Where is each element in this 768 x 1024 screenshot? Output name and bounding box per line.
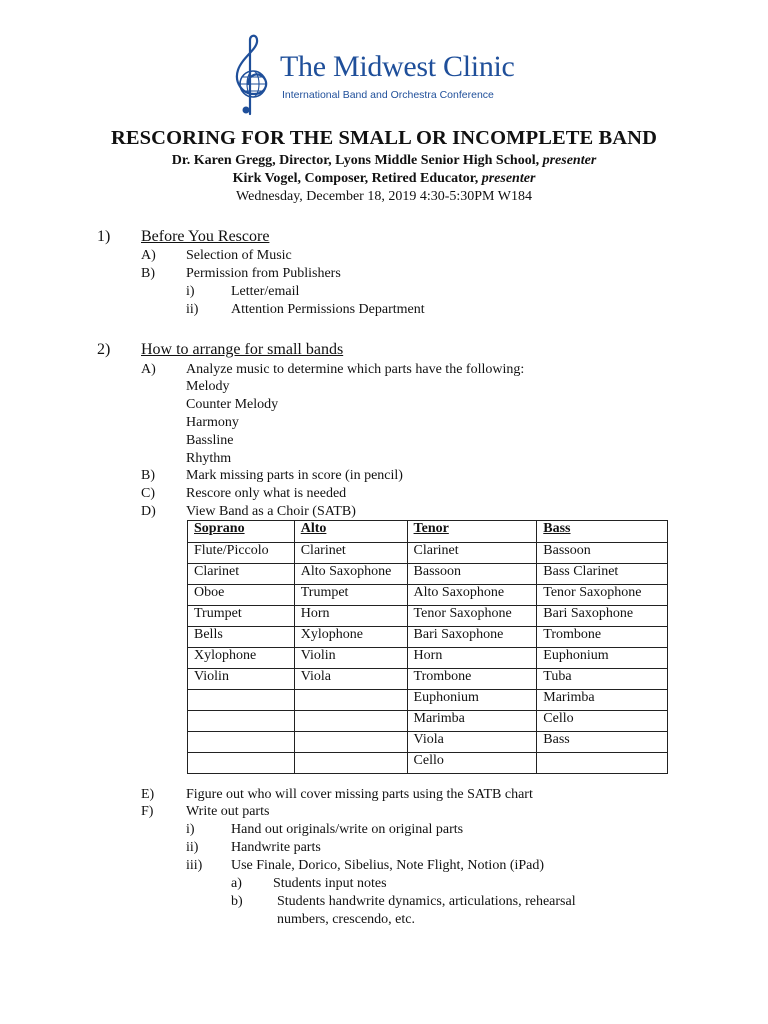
table-cell: Viola <box>294 669 407 690</box>
list-marker: ii) <box>186 840 199 855</box>
table-cell: Clarinet <box>407 543 537 564</box>
list-marker: F) <box>141 804 154 819</box>
table-cell: Bells <box>188 627 295 648</box>
table-cell: Clarinet <box>294 543 407 564</box>
analyze-item: Harmony <box>186 415 239 430</box>
section-2-heading: How to arrange for small bands <box>141 341 344 358</box>
table-row <box>188 690 668 711</box>
session-date: Wednesday, December 18, 2019 4:30-5:30PM W184 <box>236 189 532 204</box>
list-item: Write out parts <box>186 804 270 819</box>
column-header-tenor: Tenor <box>407 521 537 543</box>
table-cell: Euphonium <box>537 648 668 669</box>
list-marker: b) <box>231 894 243 909</box>
list-item: View Band as a Choir (SATB) <box>186 504 356 519</box>
table-row <box>188 711 668 732</box>
table-cell <box>188 753 295 774</box>
table-cell: Trombone <box>537 627 668 648</box>
column-header-soprano: Soprano <box>188 521 295 543</box>
logo-subtitle: International Band and Orchestra Conference <box>282 89 494 101</box>
list-marker: A) <box>141 248 156 263</box>
table-cell <box>294 753 407 774</box>
table-cell <box>188 690 295 711</box>
table-cell: Marimba <box>407 711 537 732</box>
list-marker: a) <box>231 876 242 891</box>
list-marker: A) <box>141 362 156 377</box>
list-item: Use Finale, Dorico, Sibelius, Note Flight, Notion (iPad) <box>231 858 545 873</box>
table-cell: Cello <box>407 753 537 774</box>
table-row <box>188 669 668 690</box>
table-cell: Alto Saxophone <box>407 585 537 606</box>
table-cell: Cello <box>537 711 668 732</box>
table-row <box>188 732 668 753</box>
table-header-row <box>188 521 668 543</box>
table-cell: Euphonium <box>407 690 537 711</box>
analyze-item: Counter Melody <box>186 397 279 412</box>
table-cell: Marimba <box>537 690 668 711</box>
presenter-2-role: presenter <box>481 171 536 186</box>
list-item: Permission from Publishers <box>186 266 341 281</box>
table-cell: Violin <box>188 669 295 690</box>
list-marker: C) <box>141 486 155 501</box>
list-item: Students input notes <box>273 876 387 891</box>
section-1-number: 1) <box>97 228 111 245</box>
table-cell: Tenor Saxophone <box>537 585 668 606</box>
table-row <box>188 753 668 774</box>
table-row <box>188 564 668 585</box>
list-marker: i) <box>186 284 195 299</box>
list-item: Handwrite parts <box>231 840 321 855</box>
table-row <box>188 627 668 648</box>
table-cell: Horn <box>407 648 537 669</box>
list-item: Letter/email <box>231 284 300 299</box>
column-header-bass: Bass <box>537 521 668 543</box>
list-item: Attention Permissions Department <box>231 302 425 317</box>
presenter-1-name: Dr. Karen Gregg, Director, Lyons Middle Senior High School, <box>171 153 540 168</box>
table-row <box>188 543 668 564</box>
section-2-number: 2) <box>97 341 111 358</box>
presenter-line-2 <box>0 171 768 187</box>
table-cell <box>188 732 295 753</box>
table-cell <box>294 711 407 732</box>
list-item: Analyze music to determine which parts have the following: <box>186 362 525 377</box>
table-cell: Bassoon <box>407 564 537 585</box>
table-cell: Bass <box>537 732 668 753</box>
list-marker: ii) <box>186 302 199 317</box>
list-marker: B) <box>141 468 155 483</box>
list-item: Figure out who will cover missing parts using the SATB chart <box>186 787 533 802</box>
table-cell: Xylophone <box>294 627 407 648</box>
table-cell: Viola <box>407 732 537 753</box>
list-marker: i) <box>186 822 195 837</box>
table-cell: Bari Saxophone <box>537 606 668 627</box>
table-cell: Trumpet <box>294 585 407 606</box>
list-marker: B) <box>141 266 155 281</box>
table-cell: Trumpet <box>188 606 295 627</box>
logo-title: The Midwest Clinic <box>280 50 515 83</box>
section-1-heading: Before You Rescore <box>141 228 270 245</box>
table-cell: Bassoon <box>537 543 668 564</box>
table-cell: Flute/Piccolo <box>188 543 295 564</box>
list-marker: D) <box>141 504 156 519</box>
table-cell: Alto Saxophone <box>294 564 407 585</box>
table-cell: Tuba <box>537 669 668 690</box>
table-row <box>188 585 668 606</box>
table-cell: Tenor Saxophone <box>407 606 537 627</box>
list-item: Selection of Music <box>186 248 292 263</box>
presenter-2-name: Kirk Vogel, Composer, Retired Educator, <box>232 171 479 186</box>
presenter-line-1 <box>0 153 768 169</box>
list-marker: iii) <box>186 858 203 873</box>
analyze-item: Rhythm <box>186 451 232 466</box>
table-cell: Bass Clarinet <box>537 564 668 585</box>
list-item: Hand out originals/write on original parts <box>231 822 464 837</box>
table-cell <box>294 732 407 753</box>
list-item: Students handwrite dynamics, articulations, rehearsal <box>277 894 576 909</box>
list-item: Mark missing parts in score (in pencil) <box>186 468 403 483</box>
analyze-item: Melody <box>186 379 230 394</box>
table-row <box>188 648 668 669</box>
table-cell: Oboe <box>188 585 295 606</box>
table-cell <box>537 753 668 774</box>
table-cell: Trombone <box>407 669 537 690</box>
table-cell: Violin <box>294 648 407 669</box>
table-cell: Xylophone <box>188 648 295 669</box>
table-cell: Bari Saxophone <box>407 627 537 648</box>
list-marker: E) <box>141 787 155 802</box>
table-cell: Horn <box>294 606 407 627</box>
list-item-continuation: numbers, crescendo, etc. <box>277 912 415 927</box>
satb-table <box>187 520 668 774</box>
table-cell <box>188 711 295 732</box>
page-title: RESCORING FOR THE SMALL OR INCOMPLETE BAND <box>110 127 657 149</box>
presenter-1-role: presenter <box>542 153 597 168</box>
treble-clef-globe-logo-icon <box>228 32 276 116</box>
column-header-alto: Alto <box>294 521 407 543</box>
analyze-item: Bassline <box>186 433 234 448</box>
list-item: Rescore only what is needed <box>186 486 347 501</box>
table-cell: Clarinet <box>188 564 295 585</box>
table-cell <box>294 690 407 711</box>
table-row <box>188 606 668 627</box>
